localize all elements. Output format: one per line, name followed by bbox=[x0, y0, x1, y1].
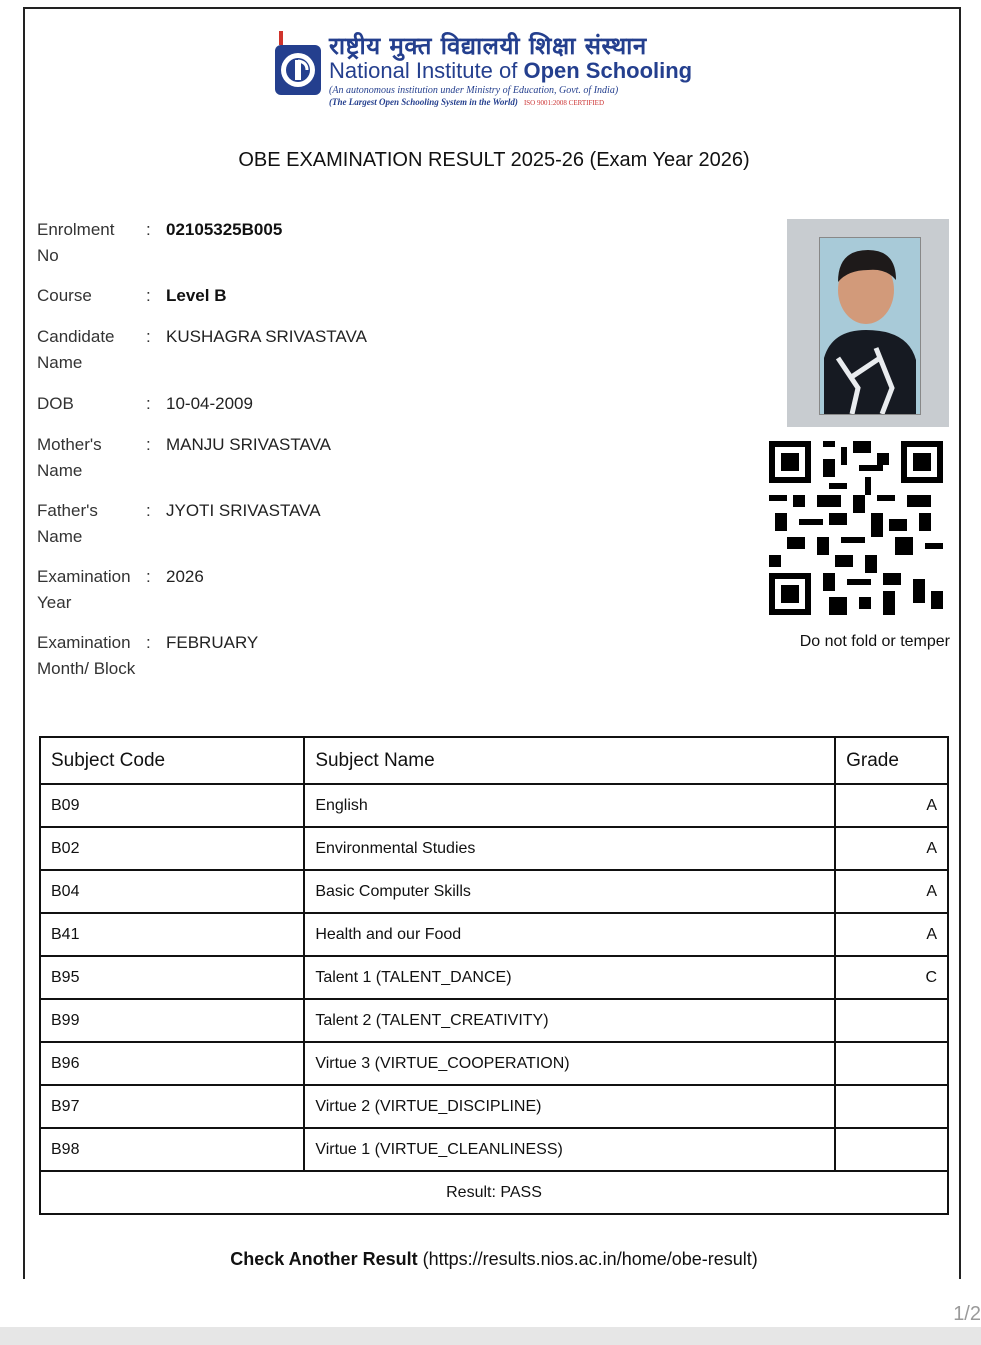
grade bbox=[835, 999, 948, 1042]
grade-header: Grade bbox=[835, 737, 948, 784]
exam-year-label: Examination Year bbox=[37, 567, 131, 612]
mother-name-label: Mother's Name bbox=[37, 435, 102, 480]
tagline-largest: (The Largest Open Schooling System in the World) bbox=[329, 97, 518, 107]
check-another-result[interactable] bbox=[25, 1249, 963, 1270]
institute-name-english bbox=[329, 58, 692, 84]
exam-year-value: 2026 bbox=[166, 567, 204, 586]
subject-code: B02 bbox=[40, 827, 304, 870]
colon: : bbox=[146, 394, 151, 413]
enrolment-label: Enrolment No bbox=[37, 220, 115, 265]
viewer-bottom-bar bbox=[0, 1327, 981, 1345]
grade: A bbox=[835, 827, 948, 870]
subject-code: B09 bbox=[40, 784, 304, 827]
table-row bbox=[40, 956, 948, 999]
result-status: Result: PASS bbox=[40, 1171, 948, 1214]
grade: A bbox=[835, 784, 948, 827]
subject-code: B98 bbox=[40, 1128, 304, 1171]
grade: A bbox=[835, 870, 948, 913]
grade bbox=[835, 1128, 948, 1171]
result-document bbox=[23, 7, 961, 1279]
enrolment-value: 02105325B005 bbox=[166, 220, 283, 239]
dob-value: 10-04-2009 bbox=[166, 394, 253, 413]
colon: : bbox=[146, 633, 151, 652]
person-silhouette-icon bbox=[820, 238, 920, 414]
table-row bbox=[40, 1128, 948, 1171]
exam-month-label: Examination Month/ Block bbox=[37, 633, 136, 678]
subject-code: B41 bbox=[40, 913, 304, 956]
colon: : bbox=[146, 327, 151, 346]
candidate-name-value: KUSHAGRA SRIVASTAVA bbox=[166, 327, 367, 346]
table-row bbox=[40, 784, 948, 827]
dob-label: DOB bbox=[37, 394, 74, 413]
subject-name-header: Subject Name bbox=[304, 737, 835, 784]
institute-tagline: (An autonomous institution under Ministry of Education, Govt. of India) bbox=[329, 85, 619, 96]
subject-name: Virtue 2 (VIRTUE_DISCIPLINE) bbox=[304, 1085, 835, 1128]
fold-note: Do not fold or temper bbox=[799, 633, 950, 650]
table-row bbox=[40, 1042, 948, 1085]
result-row bbox=[40, 1171, 948, 1214]
colon: : bbox=[146, 567, 151, 586]
subject-code: B99 bbox=[40, 999, 304, 1042]
subject-name: Talent 1 (TALENT_DANCE) bbox=[304, 956, 835, 999]
subject-name: Virtue 3 (VIRTUE_COOPERATION) bbox=[304, 1042, 835, 1085]
colon: : bbox=[146, 220, 151, 239]
grade: C bbox=[835, 956, 948, 999]
table-row bbox=[40, 1085, 948, 1128]
grade bbox=[835, 1042, 948, 1085]
photo-portrait bbox=[819, 237, 921, 415]
table-header-row bbox=[40, 737, 948, 784]
father-name-label: Father's Name bbox=[37, 501, 98, 546]
grade bbox=[835, 1085, 948, 1128]
table-row bbox=[40, 870, 948, 913]
course-value: Level B bbox=[166, 286, 227, 305]
grade: A bbox=[835, 913, 948, 956]
subject-code-header: Subject Code bbox=[40, 737, 304, 784]
father-name-value: JYOTI SRIVASTAVA bbox=[166, 501, 321, 520]
qr-code-icon bbox=[769, 441, 943, 615]
institute-name-part1: National Institute of bbox=[329, 58, 524, 83]
subject-name: English bbox=[304, 784, 835, 827]
subject-name: Health and our Food bbox=[304, 913, 835, 956]
table-row bbox=[40, 827, 948, 870]
candidate-photo bbox=[787, 219, 949, 427]
exam-month-value: FEBRUARY bbox=[166, 633, 259, 652]
page-indicator: 1/2 bbox=[953, 1303, 981, 1325]
institute-name-part2: Open Schooling bbox=[523, 58, 693, 83]
colon: : bbox=[146, 286, 151, 305]
institute-tagline-2 bbox=[329, 97, 604, 107]
results-table bbox=[39, 736, 949, 1215]
institute-name-hindi: राष्ट्रीय मुक्त विद्यालयी शिक्षा संस्थान bbox=[329, 32, 647, 60]
subject-name: Talent 2 (TALENT_CREATIVITY) bbox=[304, 999, 835, 1042]
check-result-url[interactable]: (https://results.nios.ac.in/home/obe-result) bbox=[422, 1249, 758, 1269]
course-label: Course bbox=[37, 286, 92, 305]
mother-name-value: MANJU SRIVASTAVA bbox=[166, 435, 331, 454]
nios-emblem-icon bbox=[273, 31, 325, 103]
subject-name: Basic Computer Skills bbox=[304, 870, 835, 913]
subject-name: Environmental Studies bbox=[304, 827, 835, 870]
subject-code: B96 bbox=[40, 1042, 304, 1085]
iso-certification: ISO 9001:2008 CERTIFIED bbox=[523, 99, 605, 107]
table-row bbox=[40, 999, 948, 1042]
result-title: OBE EXAMINATION RESULT 2025-26 (Exam Year 2026) bbox=[238, 149, 750, 171]
table-row bbox=[40, 913, 948, 956]
subject-code: B95 bbox=[40, 956, 304, 999]
subject-name: Virtue 1 (VIRTUE_CLEANLINESS) bbox=[304, 1128, 835, 1171]
subject-code: B97 bbox=[40, 1085, 304, 1128]
nios-logo bbox=[273, 29, 693, 109]
check-another-result-link[interactable]: Check Another Result bbox=[230, 1249, 418, 1269]
colon: : bbox=[146, 501, 151, 520]
candidate-name-label: Candidate Name bbox=[37, 327, 115, 372]
colon: : bbox=[146, 435, 151, 454]
subject-code: B04 bbox=[40, 870, 304, 913]
